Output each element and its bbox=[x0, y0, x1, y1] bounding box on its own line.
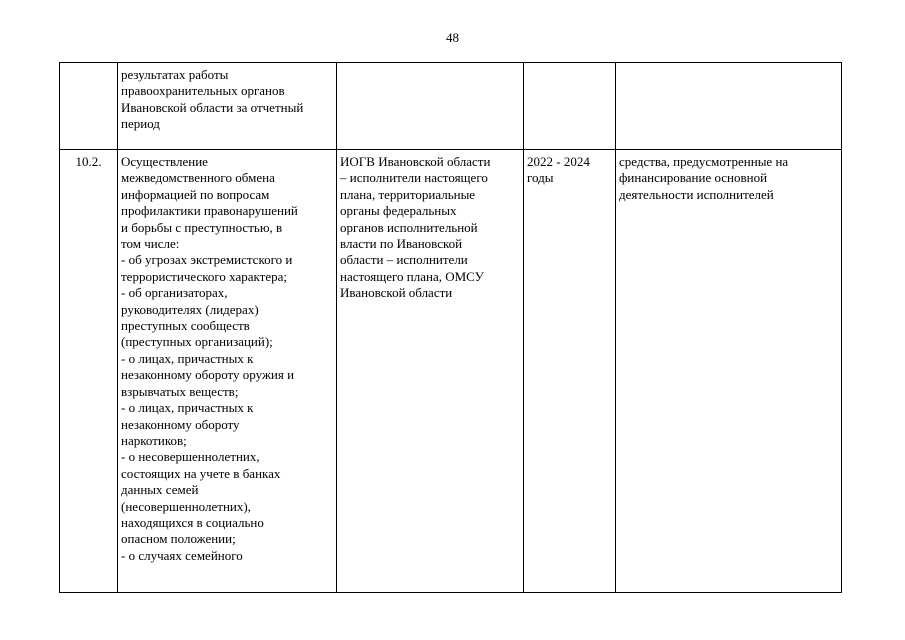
funding-line: финансирование основной bbox=[619, 170, 768, 186]
period-line: 2022 - 2024 bbox=[527, 154, 590, 169]
measure-line: период bbox=[121, 116, 160, 132]
executors-line: Ивановской области bbox=[340, 285, 453, 301]
measure-line: (преступных организаций); bbox=[121, 334, 273, 350]
measure-line: - об угрозах экстремистского и bbox=[121, 252, 293, 268]
executors-line: органы федеральных bbox=[340, 203, 457, 219]
measure-line: информацией по вопросам bbox=[121, 186, 270, 202]
measure-line: террористического характера; bbox=[121, 268, 287, 284]
funding-line: средства, предусмотренные на bbox=[619, 154, 789, 169]
measure-line: том числе: bbox=[121, 236, 180, 252]
measure-line: наркотиков; bbox=[121, 432, 187, 448]
measure-line: Осуществление bbox=[121, 154, 208, 169]
funding-cell bbox=[616, 150, 842, 593]
measure-line: (несовершеннолетних), bbox=[121, 498, 251, 514]
item-number-cell bbox=[60, 63, 118, 150]
measure-line: опасном положении; bbox=[121, 531, 236, 547]
executors-line: власти по Ивановской bbox=[340, 236, 463, 252]
measure-cell bbox=[118, 150, 337, 593]
measure-line: - о лицах, причастных к bbox=[121, 400, 254, 416]
period-cell bbox=[524, 150, 616, 593]
executors-line: органов исполнительной bbox=[340, 219, 478, 235]
page-number: 48 bbox=[446, 30, 459, 45]
measure-line: и борьбы с преступностью, в bbox=[121, 219, 283, 235]
table-row-continuation bbox=[60, 63, 842, 150]
executors-line: ИОГВ Ивановской области bbox=[340, 154, 491, 169]
funding-line: деятельности исполнителей bbox=[619, 186, 774, 202]
item-number-cell: 10.2. bbox=[60, 150, 118, 593]
executors-line: настоящего плана, ОМСУ bbox=[340, 268, 484, 284]
plan-table bbox=[59, 62, 842, 593]
measure-line: - о несовершеннолетних, bbox=[121, 449, 260, 465]
measure-line: состоящих на учете в банках bbox=[121, 465, 281, 481]
executors-cell bbox=[337, 150, 524, 593]
measure-line: преступных сообществ bbox=[121, 318, 250, 334]
executors-line: плана, территориальные bbox=[340, 186, 476, 202]
period-cell bbox=[524, 63, 616, 150]
measure-cell bbox=[118, 63, 337, 150]
measure-line: результатах работы bbox=[121, 67, 229, 82]
measure-line: правоохранительных органов bbox=[121, 83, 285, 99]
measure-line: руководителях (лидерах) bbox=[121, 301, 259, 317]
measure-line: данных семей bbox=[121, 482, 199, 498]
measure-line: - об организаторах, bbox=[121, 285, 228, 301]
table-row-10-2 bbox=[60, 150, 842, 593]
measure-line: незаконному обороту bbox=[121, 416, 240, 432]
period-line: годы bbox=[527, 170, 554, 186]
measure-line: Ивановской области за отчетный bbox=[121, 99, 304, 115]
measure-line: профилактики правонарушений bbox=[121, 203, 298, 219]
measure-line: взрывчатых веществ; bbox=[121, 383, 239, 399]
executors-cell bbox=[337, 63, 524, 150]
measure-line: находящихся в социально bbox=[121, 514, 264, 530]
measure-line: незаконному обороту оружия и bbox=[121, 367, 295, 383]
executors-line: – исполнители настоящего bbox=[340, 170, 488, 186]
executors-line: области – исполнители bbox=[340, 252, 468, 268]
measure-line: межведомственного обмена bbox=[121, 170, 275, 186]
measure-line: - о лицах, причастных к bbox=[121, 350, 254, 366]
funding-cell bbox=[616, 63, 842, 150]
measure-line: - о случаях семейного bbox=[121, 547, 243, 563]
